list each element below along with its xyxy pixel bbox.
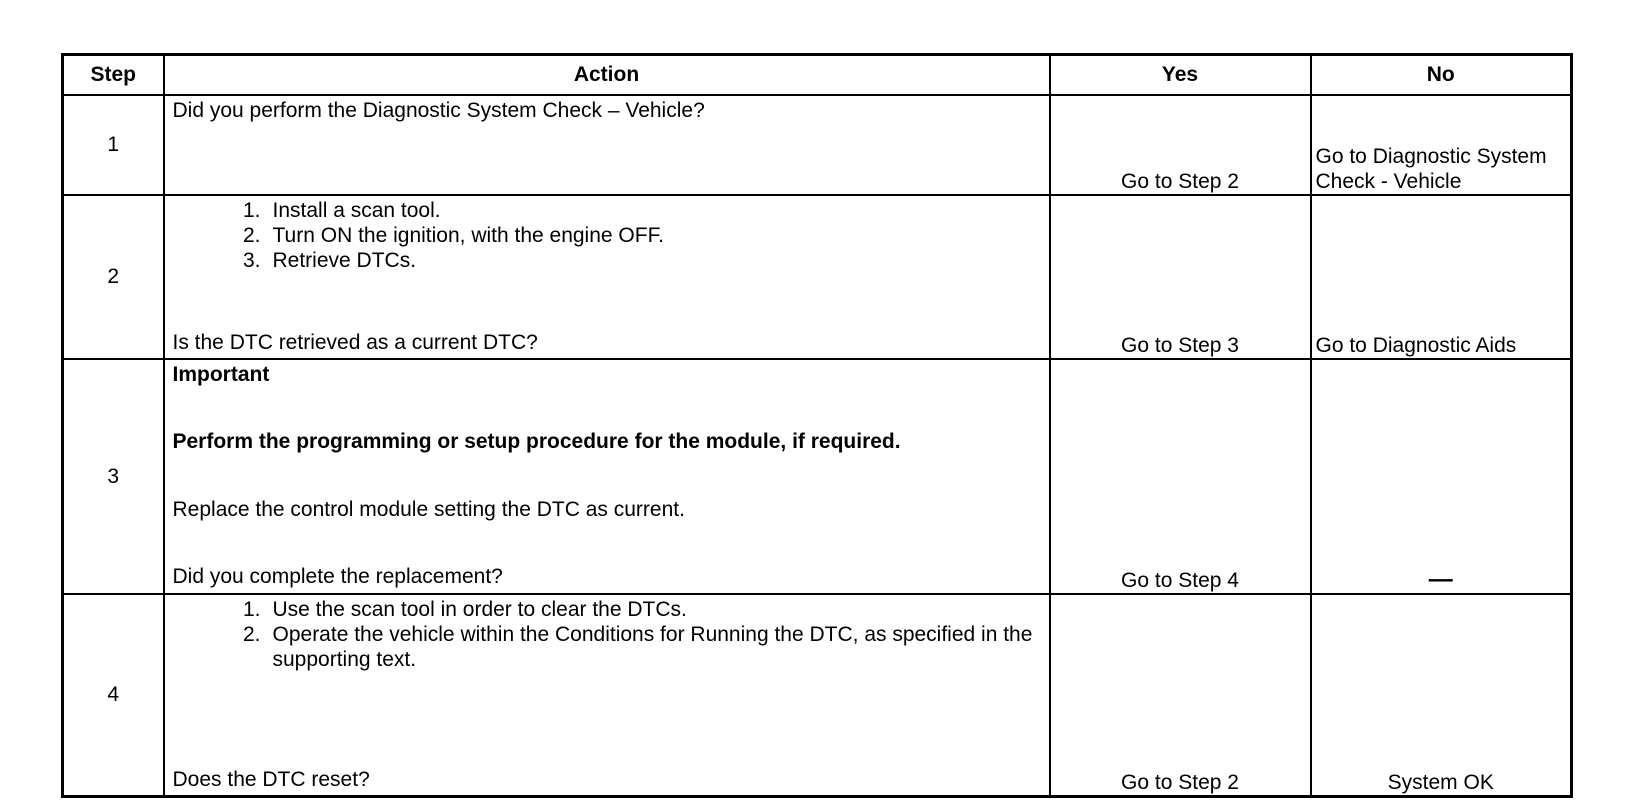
- header-step: Step: [63, 55, 164, 95]
- action-instruction: Replace the control module setting the DTC as current.: [172, 497, 685, 521]
- important-label: Important: [172, 362, 270, 386]
- no-cell: Go to Diagnostic System Check - Vehicle: [1311, 95, 1572, 195]
- list-item-number: 2.: [242, 622, 261, 646]
- action-question: Does the DTC reset?: [172, 767, 370, 791]
- list-item-text: Operate the vehicle within the Conditions for Running the DTC, as specified in the supporting text.: [272, 622, 1033, 671]
- table-row: [63, 594, 1572, 797]
- yes-cell: Go to Step 2: [1050, 594, 1311, 797]
- no-cell: System OK: [1311, 594, 1572, 797]
- list-item: [242, 248, 1041, 273]
- yes-cell: Go to Step 2: [1050, 95, 1311, 195]
- step-number: 4: [63, 594, 164, 797]
- yes-cell: Go to Step 3: [1050, 195, 1311, 359]
- step-number: 1: [63, 95, 164, 195]
- yes-cell: Go to Step 4: [1050, 359, 1311, 594]
- list-item: [242, 622, 1041, 672]
- action-question: Did you complete the replacement?: [172, 565, 503, 589]
- list-item: [242, 597, 1041, 622]
- em-dash: —: [1428, 565, 1453, 593]
- list-item: [242, 198, 1041, 223]
- action-cell: [164, 594, 1050, 797]
- action-steps-list: [173, 198, 1041, 273]
- header-yes: Yes: [1050, 55, 1311, 95]
- list-item-text: Use the scan tool in order to clear the DTCs.: [272, 597, 687, 621]
- no-cell: Go to Diagnostic Aids: [1311, 195, 1572, 359]
- important-text: Perform the programming or setup procedure for the module, if required.: [172, 430, 901, 454]
- table-row: [63, 359, 1572, 594]
- list-item-number: 3.: [242, 248, 261, 272]
- action-steps-list: [173, 597, 1041, 672]
- action-cell: [164, 95, 1050, 195]
- list-item-text: Turn ON the ignition, with the engine OFF.: [272, 223, 664, 247]
- header-action: Action: [164, 55, 1050, 95]
- diagnostic-table: [61, 53, 1573, 798]
- header-no: No: [1311, 55, 1572, 95]
- list-item-number: 2.: [242, 223, 261, 247]
- list-item-text: Install a scan tool.: [272, 198, 441, 222]
- step-number: 3: [63, 359, 164, 594]
- action-cell: [164, 359, 1050, 594]
- action-question: Did you perform the Diagnostic System Check – Vehicle?: [172, 98, 705, 122]
- list-item: [242, 223, 1041, 248]
- list-item-number: 1.: [242, 198, 261, 222]
- step-number: 2: [63, 195, 164, 359]
- list-item-text: Retrieve DTCs.: [272, 248, 417, 272]
- action-question: Is the DTC retrieved as a current DTC?: [172, 330, 538, 354]
- list-item-number: 1.: [242, 597, 261, 621]
- header-row: [63, 55, 1572, 95]
- table-row: [63, 95, 1572, 195]
- action-cell: [164, 195, 1050, 359]
- no-cell: [1311, 359, 1572, 594]
- table-row: [63, 195, 1572, 359]
